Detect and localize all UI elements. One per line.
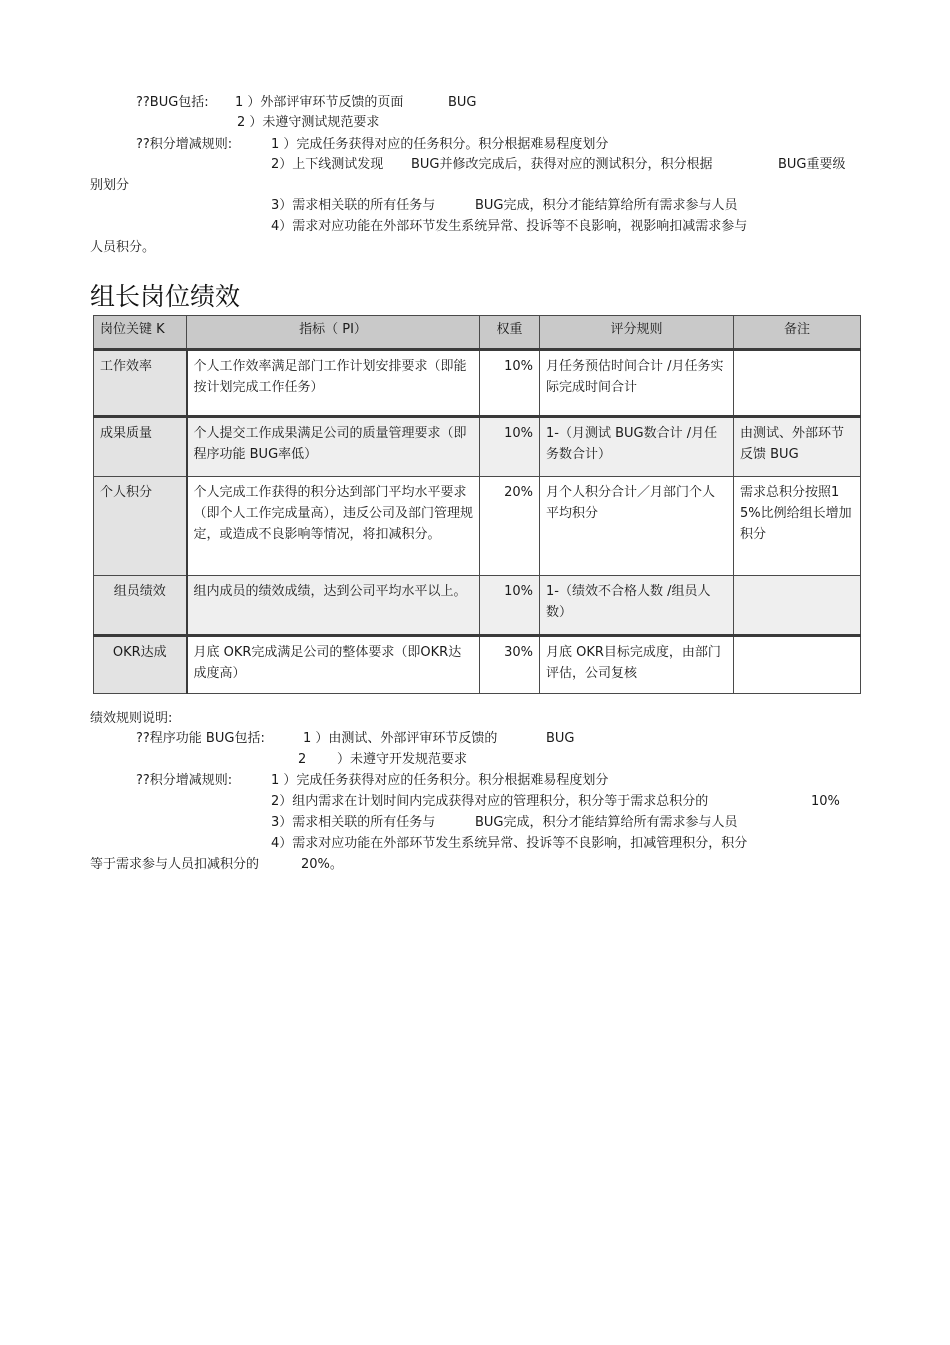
bug-item-1: 1 ）外部评审环节反馈的页面 (235, 95, 404, 110)
row-weight: 10% (480, 576, 540, 636)
row-key: OKR达成 (94, 636, 187, 694)
header-rule: 评分规则 (540, 316, 734, 350)
row-rule: 月任务预估时间合计 /月任务实际完成时间合计 (540, 350, 734, 417)
row-note (734, 350, 861, 417)
row-weight: 10% (480, 350, 540, 417)
score-rule-3b: BUG完成，积分才能结算给所有需求参与人员 (475, 198, 738, 213)
performance-table (93, 315, 861, 694)
mgmt-rule-4-wrap: 等于需求参与人员扣减积分的 (90, 857, 260, 872)
row-note (734, 576, 861, 636)
prog-bug-2: ）未遵守开发规范要求 (337, 752, 468, 767)
header-note: 备注 (734, 316, 861, 350)
section-title: 组长岗位绩效 (90, 282, 241, 311)
bug-item-1-tail: BUG (448, 95, 477, 110)
row-rule: 1-（绩效不合格人数 /组员人数） (540, 576, 734, 636)
row-rule: 月个人积分合计／月部门个人平均积分 (540, 477, 734, 576)
table-row (94, 576, 861, 636)
row-indicator: 个人提交工作成果满足公司的质量管理要求（即程序功能 BUG率低） (187, 417, 480, 477)
rules-title: 绩效规则说明: (90, 711, 173, 726)
score-rule-1: 1 ）完成任务获得对应的任务积分。积分根据难易程度划分 (271, 137, 609, 152)
prog-bug-1: 1 ）由测试、外部评审环节反馈的 (303, 731, 498, 746)
table-row (94, 636, 861, 694)
row-weight: 10% (480, 417, 540, 477)
mgmt-rule-4-tail: 20%。 (301, 857, 343, 872)
bug-item-2: 2 ）未遵守测试规范要求 (237, 115, 380, 130)
row-weight: 30% (480, 636, 540, 694)
table-row (94, 417, 861, 477)
score-rule-2-wrap: 别划分 (90, 178, 130, 193)
score-rule-2c: BUG重要级 (778, 157, 846, 172)
mgmt-rule-1: 1 ）完成任务获得对应的任务积分。积分根据难易程度划分 (271, 773, 609, 788)
mgmt-rule-2-tail: 10% (811, 794, 840, 809)
row-weight: 20% (480, 477, 540, 576)
table-row (94, 477, 861, 576)
row-indicator: 月底 OKR完成满足公司的整体要求（即OKR达成度高） (187, 636, 480, 694)
row-indicator: 个人工作效率满足部门工作计划安排要求（即能按计划完成工作任务） (187, 350, 480, 417)
prog-bug-2-num: 2 (298, 752, 307, 767)
header-indicator: 指标（ PI） (187, 316, 480, 350)
row-key: 个人积分 (94, 477, 187, 576)
mgmt-score-label: ??积分增减规则: (136, 773, 233, 788)
score-rule-2b: BUG并修改完成后，获得对应的测试积分，积分根据 (411, 157, 713, 172)
prog-bug-label: ??程序功能 BUG包括: (136, 731, 265, 746)
row-rule: 月底 OKR目标完成度，由部门评估，公司复核 (540, 636, 734, 694)
bug-label: ??BUG包括: (136, 95, 209, 110)
table-header-row (94, 316, 861, 350)
header-key: 岗位关键 K (94, 316, 187, 350)
mgmt-rule-3a: 3）需求相关联的所有任务与 (271, 815, 436, 830)
score-rule-label: ??积分增减规则: (136, 137, 233, 152)
score-rule-2a: 2）上下线测试发现 (271, 157, 384, 172)
row-indicator: 组内成员的绩效成绩，达到公司平均水平以上。 (187, 576, 480, 636)
mgmt-rule-3b: BUG完成，积分才能结算给所有需求参与人员 (475, 815, 738, 830)
mgmt-rule-4: 4）需求对应功能在外部环节发生系统异常、投诉等不良影响，扣减管理积分，积分 (271, 836, 748, 851)
row-key: 成果质量 (94, 417, 187, 477)
header-weight: 权重 (480, 316, 540, 350)
row-key: 工作效率 (94, 350, 187, 417)
row-note: 由测试、外部环节反馈 BUG (734, 417, 861, 477)
row-note: 需求总积分按照15%比例给组长增加积分 (734, 477, 861, 576)
mgmt-rule-2: 2）组内需求在计划时间内完成获得对应的管理积分，积分等于需求总积分的 (271, 794, 709, 809)
score-rule-4: 4）需求对应功能在外部环节发生系统异常、投诉等不良影响，视影响扣减需求参与 (271, 219, 748, 234)
row-key: 组员绩效 (94, 576, 187, 636)
table-row (94, 350, 861, 417)
score-rule-4-wrap: 人员积分。 (90, 240, 156, 255)
row-note (734, 636, 861, 694)
row-rule: 1-（月测试 BUG数合计 /月任务数合计） (540, 417, 734, 477)
row-indicator: 个人完成工作获得的积分达到部门平均水平要求（即个人工作完成量高），违反公司及部门管理规定，或造成不良影响等情况，将扣减积分。 (187, 477, 480, 576)
score-rule-3a: 3）需求相关联的所有任务与 (271, 198, 436, 213)
prog-bug-1-tail: BUG (546, 731, 575, 746)
